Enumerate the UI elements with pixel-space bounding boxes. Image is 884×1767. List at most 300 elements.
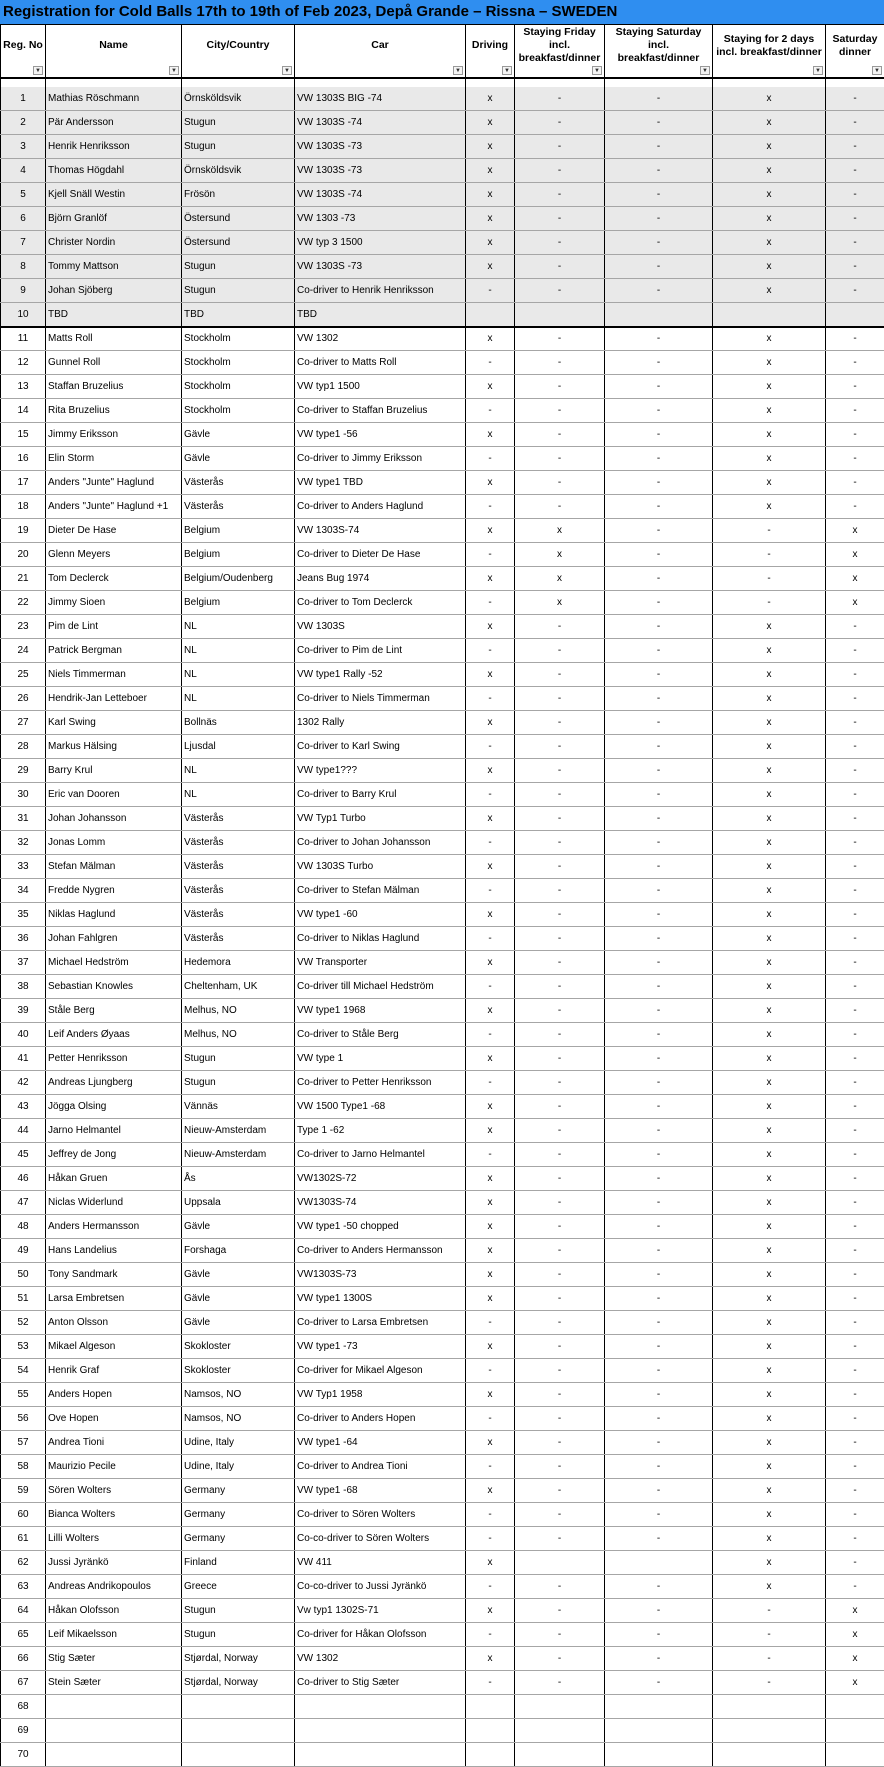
friday-cell[interactable]: x: [515, 591, 605, 615]
dinner-cell[interactable]: -: [826, 1143, 884, 1167]
car-cell[interactable]: VW type1 -64: [295, 1431, 466, 1455]
saturday-cell[interactable]: [605, 1551, 713, 1575]
reg-no-cell[interactable]: 9: [1, 279, 46, 303]
driving-cell[interactable]: -: [466, 927, 515, 951]
dinner-cell[interactable]: -: [826, 1311, 884, 1335]
friday-cell[interactable]: -: [515, 375, 605, 399]
reg-no-cell[interactable]: 57: [1, 1431, 46, 1455]
driving-cell[interactable]: x: [466, 1047, 515, 1071]
friday-cell[interactable]: -: [515, 1623, 605, 1647]
car-cell[interactable]: Co-driver to Petter Henriksson: [295, 1071, 466, 1095]
reg-no-cell[interactable]: 30: [1, 783, 46, 807]
car-cell[interactable]: Co-driver to Andrea Tioni: [295, 1455, 466, 1479]
saturday-cell[interactable]: -: [605, 399, 713, 423]
name-cell[interactable]: Stig Sæter: [46, 1647, 182, 1671]
two-days-cell[interactable]: [713, 1743, 826, 1767]
two-days-cell[interactable]: x: [713, 471, 826, 495]
driving-cell[interactable]: x: [466, 135, 515, 159]
driving-cell[interactable]: -: [466, 543, 515, 567]
city-cell[interactable]: Stugun: [182, 111, 295, 135]
friday-cell[interactable]: x: [515, 519, 605, 543]
car-cell[interactable]: Co-driver to Matts Roll: [295, 351, 466, 375]
car-cell[interactable]: VW type1 -56: [295, 423, 466, 447]
dinner-cell[interactable]: -: [826, 855, 884, 879]
dinner-cell[interactable]: x: [826, 1623, 884, 1647]
city-cell[interactable]: Udine, Italy: [182, 1431, 295, 1455]
saturday-cell[interactable]: -: [605, 1647, 713, 1671]
reg-no-cell[interactable]: 70: [1, 1743, 46, 1767]
two-days-cell[interactable]: x: [713, 1335, 826, 1359]
reg-no-cell[interactable]: 28: [1, 735, 46, 759]
reg-no-cell[interactable]: 50: [1, 1263, 46, 1287]
car-cell[interactable]: VW Transporter: [295, 951, 466, 975]
two-days-cell[interactable]: [713, 1719, 826, 1743]
saturday-cell[interactable]: -: [605, 687, 713, 711]
name-cell[interactable]: Tommy Mattson: [46, 255, 182, 279]
reg-no-cell[interactable]: 69: [1, 1719, 46, 1743]
name-cell[interactable]: Barry Krul: [46, 759, 182, 783]
car-cell[interactable]: Co-driver to Johan Johansson: [295, 831, 466, 855]
name-cell[interactable]: Mathias Röschmann: [46, 87, 182, 111]
reg-no-cell[interactable]: 62: [1, 1551, 46, 1575]
friday-cell[interactable]: -: [515, 255, 605, 279]
reg-no-cell[interactable]: 3: [1, 135, 46, 159]
reg-no-cell[interactable]: 29: [1, 759, 46, 783]
saturday-cell[interactable]: -: [605, 471, 713, 495]
reg-no-cell[interactable]: 14: [1, 399, 46, 423]
name-cell[interactable]: Rita Bruzelius: [46, 399, 182, 423]
city-cell[interactable]: Stockholm: [182, 399, 295, 423]
car-cell[interactable]: Type 1 -62: [295, 1119, 466, 1143]
name-cell[interactable]: Eric van Dooren: [46, 783, 182, 807]
car-cell[interactable]: VW1303S-74: [295, 1191, 466, 1215]
city-cell[interactable]: Västerås: [182, 495, 295, 519]
reg-no-cell[interactable]: 2: [1, 111, 46, 135]
saturday-cell[interactable]: -: [605, 831, 713, 855]
driving-cell[interactable]: -: [466, 447, 515, 471]
name-cell[interactable]: Thomas Högdahl: [46, 159, 182, 183]
name-cell[interactable]: Kjell Snäll Westin: [46, 183, 182, 207]
car-cell[interactable]: Co-driver to Jarno Helmantel: [295, 1143, 466, 1167]
saturday-cell[interactable]: -: [605, 1599, 713, 1623]
two-days-cell[interactable]: x: [713, 1551, 826, 1575]
driving-cell[interactable]: -: [466, 735, 515, 759]
city-cell[interactable]: NL: [182, 783, 295, 807]
reg-no-cell[interactable]: 48: [1, 1215, 46, 1239]
driving-cell[interactable]: -: [466, 687, 515, 711]
city-cell[interactable]: Uppsala: [182, 1191, 295, 1215]
car-cell[interactable]: Co-driver for Mikael Algeson: [295, 1359, 466, 1383]
name-cell[interactable]: Leif Anders Øyaas: [46, 1023, 182, 1047]
saturday-cell[interactable]: -: [605, 495, 713, 519]
reg-no-cell[interactable]: 54: [1, 1359, 46, 1383]
friday-cell[interactable]: -: [515, 807, 605, 831]
saturday-cell[interactable]: -: [605, 1263, 713, 1287]
friday-cell[interactable]: -: [515, 1383, 605, 1407]
two-days-cell[interactable]: x: [713, 1431, 826, 1455]
car-cell[interactable]: VW typ 3 1500: [295, 231, 466, 255]
name-cell[interactable]: Lilli Wolters: [46, 1527, 182, 1551]
dinner-cell[interactable]: -: [826, 231, 884, 255]
saturday-cell[interactable]: -: [605, 759, 713, 783]
saturday-cell[interactable]: -: [605, 1143, 713, 1167]
driving-cell[interactable]: x: [466, 375, 515, 399]
city-cell[interactable]: NL: [182, 639, 295, 663]
reg-no-cell[interactable]: 7: [1, 231, 46, 255]
friday-cell[interactable]: -: [515, 735, 605, 759]
city-cell[interactable]: Stugun: [182, 1599, 295, 1623]
friday-cell[interactable]: -: [515, 207, 605, 231]
city-cell[interactable]: Hedemora: [182, 951, 295, 975]
saturday-cell[interactable]: -: [605, 279, 713, 303]
car-cell[interactable]: VW 1303S-74: [295, 519, 466, 543]
city-cell[interactable]: Västerås: [182, 903, 295, 927]
reg-no-cell[interactable]: 31: [1, 807, 46, 831]
friday-cell[interactable]: -: [515, 1599, 605, 1623]
city-cell[interactable]: Nieuw-Amsterdam: [182, 1119, 295, 1143]
city-cell[interactable]: Forshaga: [182, 1239, 295, 1263]
city-cell[interactable]: Stugun: [182, 279, 295, 303]
friday-cell[interactable]: -: [515, 1167, 605, 1191]
reg-no-cell[interactable]: 10: [1, 303, 46, 327]
two-days-cell[interactable]: x: [713, 783, 826, 807]
reg-no-cell[interactable]: 12: [1, 351, 46, 375]
two-days-cell[interactable]: x: [713, 135, 826, 159]
dinner-cell[interactable]: -: [826, 879, 884, 903]
friday-cell[interactable]: -: [515, 1071, 605, 1095]
name-cell[interactable]: Jeffrey de Jong: [46, 1143, 182, 1167]
car-cell[interactable]: VW 1303S -73: [295, 135, 466, 159]
car-cell[interactable]: Co-driver to Niklas Haglund: [295, 927, 466, 951]
car-cell[interactable]: Co-driver to Ståle Berg: [295, 1023, 466, 1047]
reg-no-cell[interactable]: 59: [1, 1479, 46, 1503]
two-days-cell[interactable]: x: [713, 735, 826, 759]
city-cell[interactable]: Germany: [182, 1479, 295, 1503]
city-cell[interactable]: Greece: [182, 1575, 295, 1599]
dinner-cell[interactable]: x: [826, 543, 884, 567]
driving-cell[interactable]: x: [466, 1383, 515, 1407]
friday-cell[interactable]: -: [515, 1479, 605, 1503]
reg-no-cell[interactable]: 60: [1, 1503, 46, 1527]
name-cell[interactable]: Mikael Algeson: [46, 1335, 182, 1359]
car-cell[interactable]: Co-driver to Anders Haglund: [295, 495, 466, 519]
driving-cell[interactable]: -: [466, 1311, 515, 1335]
reg-no-cell[interactable]: 55: [1, 1383, 46, 1407]
saturday-cell[interactable]: -: [605, 1239, 713, 1263]
friday-cell[interactable]: -: [515, 279, 605, 303]
friday-cell[interactable]: -: [515, 1431, 605, 1455]
reg-no-cell[interactable]: 56: [1, 1407, 46, 1431]
saturday-cell[interactable]: -: [605, 1335, 713, 1359]
friday-cell[interactable]: -: [515, 1503, 605, 1527]
dinner-cell[interactable]: -: [826, 1383, 884, 1407]
saturday-cell[interactable]: -: [605, 1287, 713, 1311]
reg-no-cell[interactable]: 22: [1, 591, 46, 615]
city-cell[interactable]: Stugun: [182, 1071, 295, 1095]
name-cell[interactable]: Hans Landelius: [46, 1239, 182, 1263]
friday-cell[interactable]: -: [515, 999, 605, 1023]
name-cell[interactable]: [46, 1719, 182, 1743]
saturday-cell[interactable]: -: [605, 807, 713, 831]
saturday-cell[interactable]: -: [605, 375, 713, 399]
saturday-cell[interactable]: -: [605, 111, 713, 135]
two-days-cell[interactable]: x: [713, 1023, 826, 1047]
saturday-cell[interactable]: -: [605, 591, 713, 615]
city-cell[interactable]: NL: [182, 759, 295, 783]
dinner-cell[interactable]: -: [826, 1479, 884, 1503]
name-cell[interactable]: Stein Sæter: [46, 1671, 182, 1695]
saturday-cell[interactable]: -: [605, 1167, 713, 1191]
two-days-cell[interactable]: x: [713, 447, 826, 471]
car-cell[interactable]: Co-co-driver to Sören Wolters: [295, 1527, 466, 1551]
friday-cell[interactable]: -: [515, 1407, 605, 1431]
two-days-cell[interactable]: x: [713, 399, 826, 423]
saturday-cell[interactable]: -: [605, 879, 713, 903]
friday-cell[interactable]: -: [515, 855, 605, 879]
city-cell[interactable]: Västerås: [182, 855, 295, 879]
two-days-cell[interactable]: x: [713, 1047, 826, 1071]
name-cell[interactable]: Björn Granlöf: [46, 207, 182, 231]
driving-cell[interactable]: x: [466, 111, 515, 135]
two-days-cell[interactable]: x: [713, 1455, 826, 1479]
two-days-cell[interactable]: x: [713, 951, 826, 975]
dinner-cell[interactable]: -: [826, 183, 884, 207]
city-cell[interactable]: Stockholm: [182, 351, 295, 375]
saturday-cell[interactable]: -: [605, 1023, 713, 1047]
dinner-cell[interactable]: -: [826, 111, 884, 135]
city-cell[interactable]: NL: [182, 663, 295, 687]
saturday-cell[interactable]: [605, 1719, 713, 1743]
driving-cell[interactable]: -: [466, 783, 515, 807]
name-cell[interactable]: Anders "Junte" Haglund: [46, 471, 182, 495]
saturday-cell[interactable]: -: [605, 327, 713, 351]
dinner-cell[interactable]: x: [826, 567, 884, 591]
reg-no-cell[interactable]: 52: [1, 1311, 46, 1335]
reg-no-cell[interactable]: 45: [1, 1143, 46, 1167]
name-cell[interactable]: Jarno Helmantel: [46, 1119, 182, 1143]
driving-cell[interactable]: -: [466, 879, 515, 903]
name-cell[interactable]: Larsa Embretsen: [46, 1287, 182, 1311]
name-cell[interactable]: Henrik Graf: [46, 1359, 182, 1383]
reg-no-cell[interactable]: 68: [1, 1695, 46, 1719]
dinner-cell[interactable]: -: [826, 711, 884, 735]
driving-cell[interactable]: x: [466, 951, 515, 975]
dinner-cell[interactable]: -: [826, 759, 884, 783]
driving-cell[interactable]: x: [466, 327, 515, 351]
name-cell[interactable]: Andreas Ljungberg: [46, 1071, 182, 1095]
friday-cell[interactable]: [515, 1551, 605, 1575]
car-cell[interactable]: VW typ1 1500: [295, 375, 466, 399]
name-cell[interactable]: Henrik Henriksson: [46, 135, 182, 159]
city-cell[interactable]: Namsos, NO: [182, 1383, 295, 1407]
friday-cell[interactable]: -: [515, 1047, 605, 1071]
saturday-cell[interactable]: -: [605, 1095, 713, 1119]
friday-cell[interactable]: -: [515, 183, 605, 207]
city-cell[interactable]: [182, 1719, 295, 1743]
saturday-cell[interactable]: -: [605, 1503, 713, 1527]
car-cell[interactable]: Co-driver for Håkan Olofsson: [295, 1623, 466, 1647]
reg-no-cell[interactable]: 39: [1, 999, 46, 1023]
dinner-cell[interactable]: -: [826, 255, 884, 279]
two-days-cell[interactable]: x: [713, 759, 826, 783]
two-days-cell[interactable]: x: [713, 807, 826, 831]
dinner-cell[interactable]: -: [826, 807, 884, 831]
reg-no-cell[interactable]: 46: [1, 1167, 46, 1191]
two-days-cell[interactable]: x: [713, 1071, 826, 1095]
name-cell[interactable]: Glenn Meyers: [46, 543, 182, 567]
dinner-cell[interactable]: -: [826, 1167, 884, 1191]
car-cell[interactable]: Co-driver to Stig Sæter: [295, 1671, 466, 1695]
friday-cell[interactable]: -: [515, 447, 605, 471]
name-cell[interactable]: Patrick Bergman: [46, 639, 182, 663]
city-cell[interactable]: Gävle: [182, 1263, 295, 1287]
name-cell[interactable]: Pim de Lint: [46, 615, 182, 639]
driving-cell[interactable]: -: [466, 1143, 515, 1167]
saturday-cell[interactable]: -: [605, 519, 713, 543]
name-cell[interactable]: Dieter De Hase: [46, 519, 182, 543]
saturday-cell[interactable]: -: [605, 135, 713, 159]
friday-cell[interactable]: -: [515, 231, 605, 255]
city-cell[interactable]: [182, 1695, 295, 1719]
name-cell[interactable]: Jonas Lomm: [46, 831, 182, 855]
reg-no-cell[interactable]: 4: [1, 159, 46, 183]
driving-cell[interactable]: x: [466, 759, 515, 783]
friday-cell[interactable]: -: [515, 495, 605, 519]
two-days-cell[interactable]: x: [713, 831, 826, 855]
saturday-cell[interactable]: -: [605, 975, 713, 999]
saturday-cell[interactable]: -: [605, 1407, 713, 1431]
name-cell[interactable]: Anders Hermansson: [46, 1215, 182, 1239]
two-days-cell[interactable]: [713, 303, 826, 327]
dinner-cell[interactable]: -: [826, 1239, 884, 1263]
car-cell[interactable]: VW 411: [295, 1551, 466, 1575]
dinner-cell[interactable]: [826, 1719, 884, 1743]
dinner-cell[interactable]: -: [826, 135, 884, 159]
reg-no-cell[interactable]: 38: [1, 975, 46, 999]
reg-no-cell[interactable]: 41: [1, 1047, 46, 1071]
two-days-cell[interactable]: x: [713, 879, 826, 903]
friday-cell[interactable]: -: [515, 711, 605, 735]
driving-cell[interactable]: x: [466, 159, 515, 183]
name-cell[interactable]: Håkan Gruen: [46, 1167, 182, 1191]
dinner-cell[interactable]: x: [826, 519, 884, 543]
name-cell[interactable]: Ståle Berg: [46, 999, 182, 1023]
saturday-cell[interactable]: -: [605, 183, 713, 207]
reg-no-cell[interactable]: 24: [1, 639, 46, 663]
city-cell[interactable]: Ljusdal: [182, 735, 295, 759]
dinner-cell[interactable]: -: [826, 687, 884, 711]
name-cell[interactable]: Hendrik-Jan Letteboer: [46, 687, 182, 711]
city-cell[interactable]: Belgium: [182, 519, 295, 543]
two-days-cell[interactable]: -: [713, 543, 826, 567]
reg-no-cell[interactable]: 47: [1, 1191, 46, 1215]
driving-cell[interactable]: x: [466, 87, 515, 111]
driving-cell[interactable]: -: [466, 1623, 515, 1647]
saturday-cell[interactable]: -: [605, 951, 713, 975]
saturday-cell[interactable]: -: [605, 543, 713, 567]
city-cell[interactable]: NL: [182, 687, 295, 711]
car-cell[interactable]: Co-driver to Tom Declerck: [295, 591, 466, 615]
car-cell[interactable]: Co-driver to Jimmy Eriksson: [295, 447, 466, 471]
name-cell[interactable]: Pär Andersson: [46, 111, 182, 135]
friday-cell[interactable]: -: [515, 927, 605, 951]
two-days-cell[interactable]: -: [713, 567, 826, 591]
city-cell[interactable]: Örnsköldsvik: [182, 87, 295, 111]
friday-cell[interactable]: -: [515, 471, 605, 495]
two-days-cell[interactable]: x: [713, 1215, 826, 1239]
dinner-cell[interactable]: [826, 1743, 884, 1767]
saturday-cell[interactable]: [605, 303, 713, 327]
two-days-cell[interactable]: x: [713, 855, 826, 879]
filter-dropdown-icon[interactable]: ▼: [502, 66, 512, 75]
driving-cell[interactable]: [466, 303, 515, 327]
two-days-cell[interactable]: x: [713, 1503, 826, 1527]
saturday-cell[interactable]: -: [605, 447, 713, 471]
two-days-cell[interactable]: x: [713, 1479, 826, 1503]
friday-cell[interactable]: -: [515, 1191, 605, 1215]
reg-no-cell[interactable]: 67: [1, 1671, 46, 1695]
reg-no-cell[interactable]: 13: [1, 375, 46, 399]
name-cell[interactable]: TBD: [46, 303, 182, 327]
car-cell[interactable]: VW 1303S -74: [295, 111, 466, 135]
reg-no-cell[interactable]: 40: [1, 1023, 46, 1047]
city-cell[interactable]: Frösön: [182, 183, 295, 207]
name-cell[interactable]: Gunnel Roll: [46, 351, 182, 375]
friday-cell[interactable]: -: [515, 1671, 605, 1695]
car-cell[interactable]: Co-driver to Stefan Mälman: [295, 879, 466, 903]
friday-cell[interactable]: -: [515, 1455, 605, 1479]
friday-cell[interactable]: -: [515, 423, 605, 447]
name-cell[interactable]: Tony Sandmark: [46, 1263, 182, 1287]
name-cell[interactable]: Niels Timmerman: [46, 663, 182, 687]
two-days-cell[interactable]: -: [713, 1623, 826, 1647]
city-cell[interactable]: NL: [182, 615, 295, 639]
friday-cell[interactable]: -: [515, 111, 605, 135]
driving-cell[interactable]: -: [466, 1527, 515, 1551]
car-cell[interactable]: Co-driver to Staffan Bruzelius: [295, 399, 466, 423]
two-days-cell[interactable]: x: [713, 183, 826, 207]
reg-no-cell[interactable]: 36: [1, 927, 46, 951]
car-cell[interactable]: Co-driver to Anders Hopen: [295, 1407, 466, 1431]
two-days-cell[interactable]: x: [713, 999, 826, 1023]
name-cell[interactable]: Jögga Olsing: [46, 1095, 182, 1119]
friday-cell[interactable]: [515, 1695, 605, 1719]
dinner-cell[interactable]: -: [826, 327, 884, 351]
driving-cell[interactable]: x: [466, 1263, 515, 1287]
city-cell[interactable]: Ås: [182, 1167, 295, 1191]
driving-cell[interactable]: x: [466, 1287, 515, 1311]
name-cell[interactable]: Elin Storm: [46, 447, 182, 471]
car-cell[interactable]: 1302 Rally: [295, 711, 466, 735]
two-days-cell[interactable]: x: [713, 903, 826, 927]
two-days-cell[interactable]: x: [713, 279, 826, 303]
name-cell[interactable]: Tom Declerck: [46, 567, 182, 591]
reg-no-cell[interactable]: 64: [1, 1599, 46, 1623]
driving-cell[interactable]: -: [466, 399, 515, 423]
two-days-cell[interactable]: x: [713, 111, 826, 135]
driving-cell[interactable]: x: [466, 903, 515, 927]
car-cell[interactable]: [295, 1719, 466, 1743]
driving-cell[interactable]: x: [466, 1551, 515, 1575]
dinner-cell[interactable]: -: [826, 1551, 884, 1575]
two-days-cell[interactable]: x: [713, 1191, 826, 1215]
dinner-cell[interactable]: [826, 1695, 884, 1719]
car-cell[interactable]: Co-driver to Barry Krul: [295, 783, 466, 807]
dinner-cell[interactable]: -: [826, 903, 884, 927]
reg-no-cell[interactable]: 8: [1, 255, 46, 279]
name-cell[interactable]: Markus Hälsing: [46, 735, 182, 759]
dinner-cell[interactable]: -: [826, 159, 884, 183]
